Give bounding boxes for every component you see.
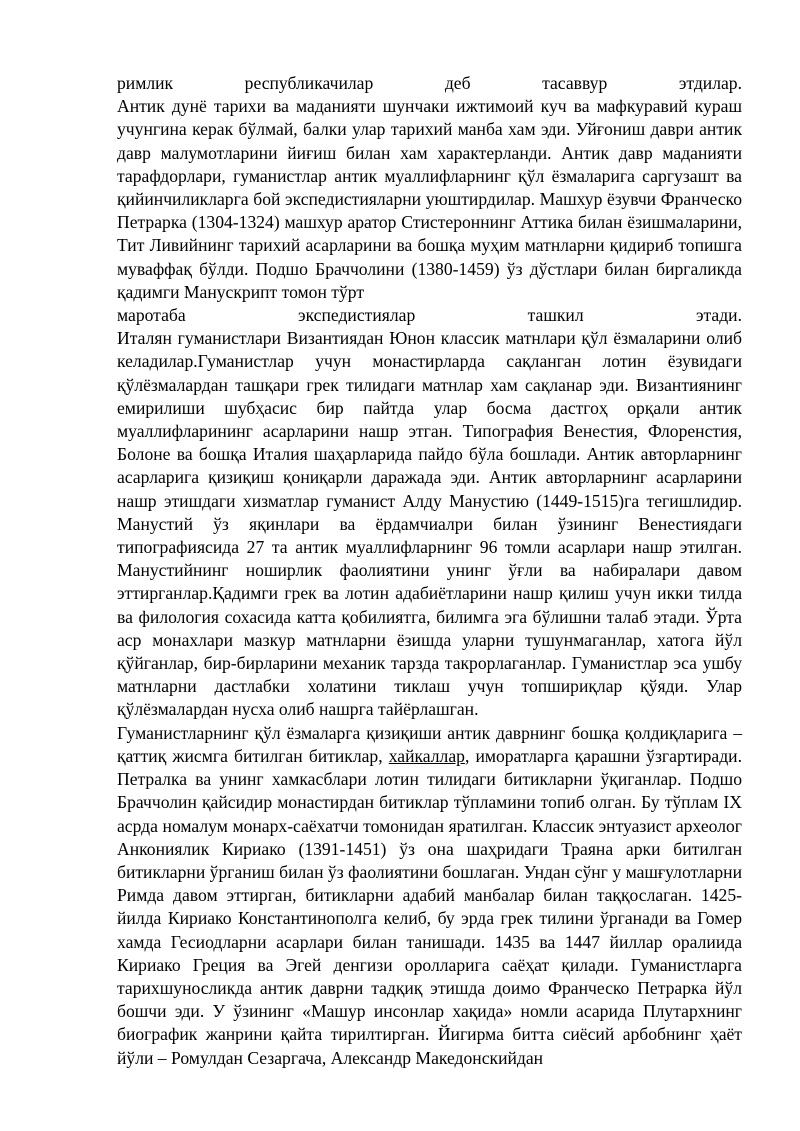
paragraph-antiquity-history-body: Антик дунё тарихи ва маданияти шунчаки ижтимоий куч ва мафкуравий кураш учунгина керак бўлмай, балки улар тарихий манба хам эди. Уйғониш даври антик давр малумотларини йиғиш билан хам характерланди. Антик давр маданияти тарафдорлари, гуманистлар антик муаллифларнинг қўл ёзмаларига саргузашт ва қийинчиликларга бой экспедистияларни уюштирдилар. Машхур ёзувчи Франческо Петрарка (1304-1324) машхур аратор Стистероннинг Аттика билан ёзишмаларини, Тит Ливийнинг тарихий асарларини ва бошқа муҳим матнларни қидириб топишга муваффақ бўлди. Подшо Браччолини (1380-1459) ўз дўстлари билан биргаликда қадимги Манускрипт томон тўрт <box>117 96 742 302</box>
paragraph-inscriptions-start: Гуманистларнинг қўл ёзмаларга қизиқиши антик даврнинг бошқа қолдиқларига –қаттиқ жисмга битилган битиклар, <box>117 722 742 766</box>
paragraph-italian-humanists: Италян гуманистлари Византиядан Юнон классик матнлари қўл ёзмаларини олиб келадилар.Гуманистлар учун монастирларда сақланган лотин ёзувидаги қўлёзмалардан ташқари грек тилидаги матнлар хам сақланар эди. Византиянинг емирилиши шубҳасис бир пайтда улар босма дастгоҳ орқали антик муаллифларининг асарларини нашр этган. Типография Венестия, Флоренстия, Болоне ва бошқа Италия шаҳарларида пайдо бўла бошлади. Антик авторларнинг асарларига қизиқиш қониқарли даражада эди. Антик авторларнинг асарларини нашр этишдаги хизматлар гуманист Алду Манустию (1449-1515)га тегишлидир. Манустий ўз яқинлари ва ёрдамчиалри билан ўзининг Венестиядаги типографиясида 27 та антик муаллифларнинг 96 томли асарлари нашр этилган. Манустийнинг ноширлик фаолиятини унинг ўғли ва набиралари давом эттирганлар.Қадимги грек ва лотин адабиётларини нашр қилиш учун икки тилда ва филология сохасида катта қобилиятга, билимга эга бўлишни талаб этади. Ўрта аср монахлари мазкур матнларни ёзишда уларни тушунмаганлар, хатога йўл қўйганлар, бир-бирларини механик тарзда такрорлаганлар. Гуманистлар эса ушбу матнларни дастлабки холатини тиклаш учун топшириқлар қўяди. Улар қўлёзмалардан нусха олиб нашрга тайёрлашган. <box>117 328 742 720</box>
paragraph-continuation <box>117 72 742 95</box>
paragraph-antiquity-history-last-line: маротаба экспедистиялар ташкил этади. <box>117 305 742 326</box>
paragraph-inscriptions-rest: , иморатларга қарашни ўзгартиради. Петралка ва унинг хамкасблари лотин тилидаги битикларни ўқиганлар. Подшо Браччолин қайсидир монастирдан битиклар тўпламини топиб олган. Бу тўплам IX асрда номалум монарх-саёхатчи томонидан яратилган. Классик энтуазист археолог Анкониялик Кириако (1391-1451) ўз она шаҳридаги Траяна арки битилган битикларни ўрганиш билан ўз фаолиятини бошлаган. Ундан сўнг у машғулотларни Римда давом эттирган, битикларни адабий манбалар билан таққослаган. 1425-йилда Кириако Константинополга келиб, бу эрда грек тилини ўрганади ва Гомер хамда Гесиодларни асарлари билан танишади. 1435 ва 1447 йиллар оралиида Кириако Греция ва Эгей денгизи оролларига саёҳат қилади. Гуманистларга тарихшуносликда антик даврни тадқиқ этишда доимо Франческо Петрарка йўл бошчи эди. У ўзининг «Машур инсонлар хақида» номли асарида Плутархнинг биографик жанрини қайта тирилтирган. Йигирма битта сиёсий арбобнинг ҳаёт йўли – Ромулдан Сезаргача, Александр Македонскийдан <box>117 745 742 1068</box>
paragraph-antiquity-history <box>117 95 742 327</box>
paragraph-first-line: римлик республикачилар деб тасаввур этдилар. <box>117 73 742 93</box>
document-page <box>117 72 742 1070</box>
statues-link[interactable]: хайкаллар <box>388 745 465 766</box>
paragraph-inscriptions <box>117 722 742 1070</box>
